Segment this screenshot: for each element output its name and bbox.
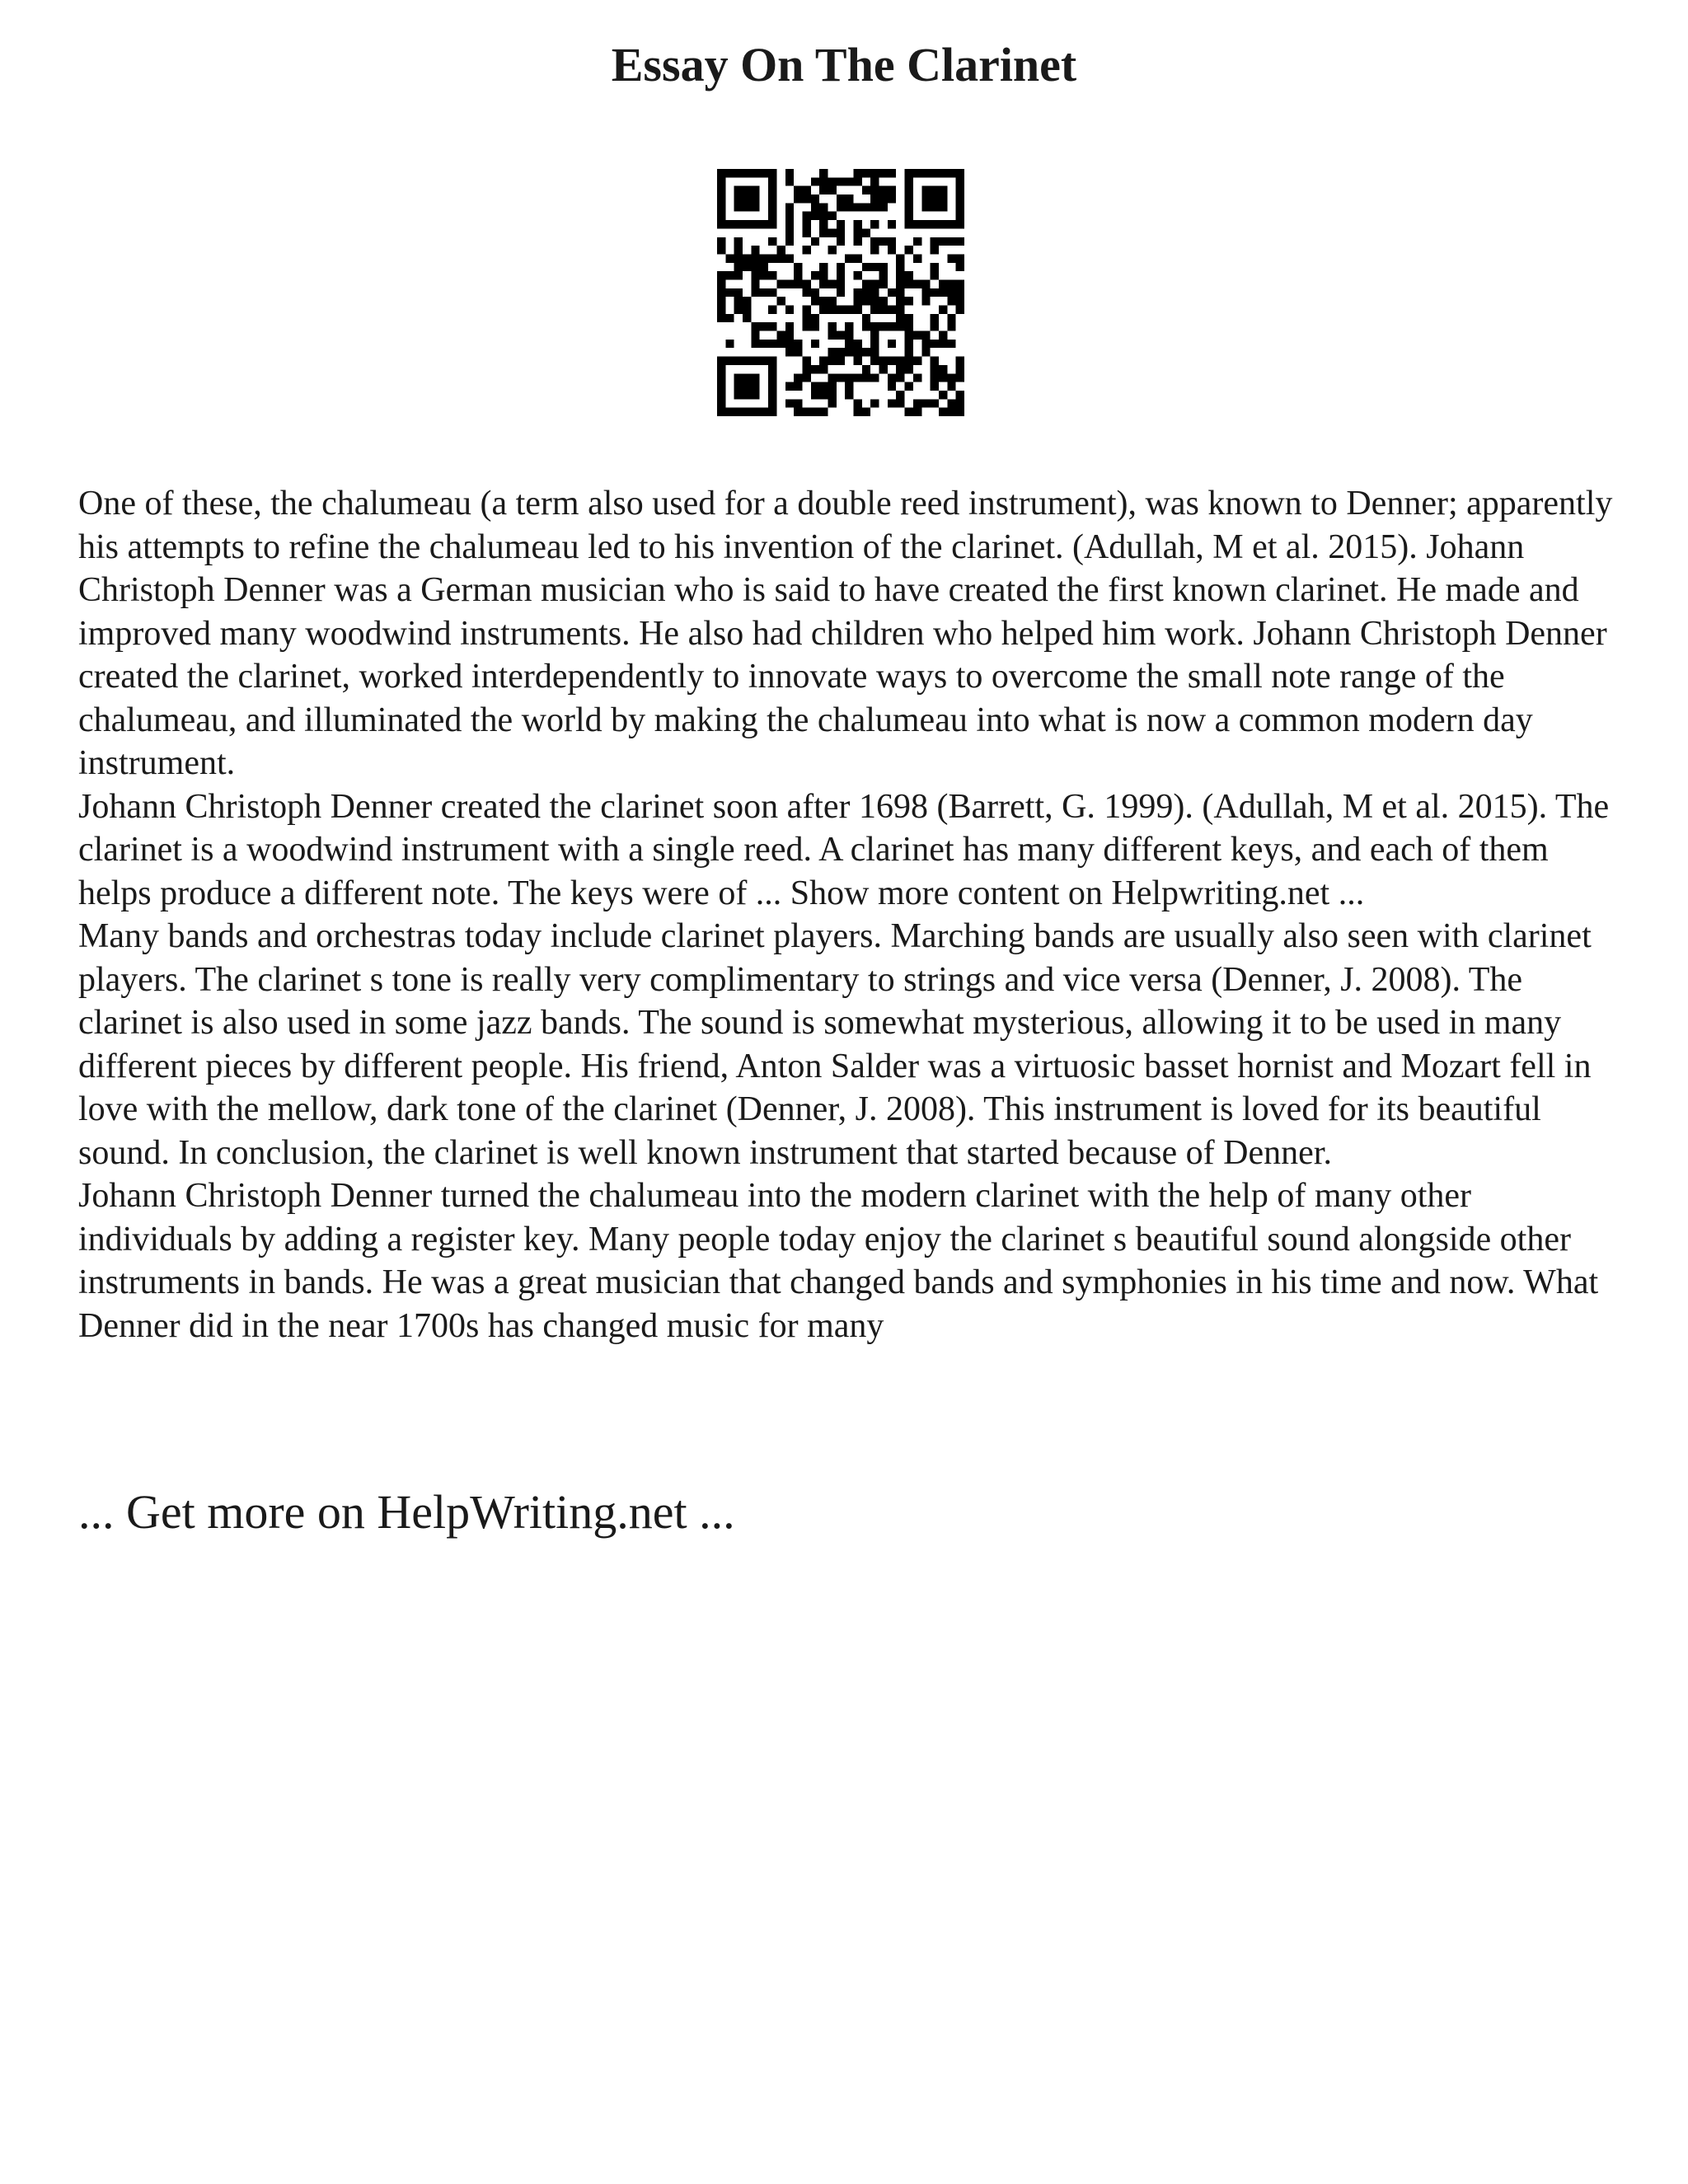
essay-paragraph: Johann Christoph Denner turned the chalumeau into the modern clarinet with the help of many other individuals by adding a register key. Many people today enjoy the clarinet s beautiful sound alongside other instruments in bands. He was a great musician that changed bands and symphonies in his time and now. What Denner did in the near 1700s has changed music for many (78, 1177, 1599, 1345)
qr-code-icon[interactable] (717, 169, 964, 416)
essay-paragraph: Johann Christoph Denner created the clarinet soon after 1698 (Barrett, G. 1999). (Adullah, M et al. 2015). The clarinet is a woodwind instrument with a single reed. A clarinet has many different keys, and each of them helps produce a different note. The keys were of ... Show more content on Helpwriting.net ... (78, 787, 1610, 912)
essay-paragraph: Many bands and orchestras today include clarinet players. Marching bands are usually also seen with clarinet players. The clarinet s tone is really very complimentary to strings and vice versa (Denner, J. 2008). The clarinet is also used in some jazz bands. The sound is somewhat mysterious, allowing it to be used in many different pieces by different people. His friend, Anton Salder was a virtuosic basset hornist and Mozart fell in love with the mellow, dark tone of the clarinet (Denner, J. 2008). This instrument is loved for its beautiful sound. In conclusion, the clarinet is well known instrument that started because of Denner. (78, 917, 1592, 1172)
page-title: Essay On The Clarinet (611, 38, 1077, 91)
essay-body (78, 482, 1628, 1347)
get-more-link[interactable]: ... Get more on HelpWriting.net ... (78, 1485, 735, 1539)
essay-paragraph: One of these, the chalumeau (a term also used for a double reed instrument), was known to Denner; apparently his attempts to refine the chalumeau led to his invention of the clarinet. (Adullah, M et al. 2015). Johann Christoph Denner was a German musician who is said to have created the first known clarinet. He made and improved many woodwind instruments. He also had children who helped him work. Johann Christoph Denner created the clarinet, worked interdependently to innovate ways to overcome the small note range of the chalumeau, and illuminated the world by making the chalumeau into what is now a common modern day instrument. (78, 485, 1613, 782)
